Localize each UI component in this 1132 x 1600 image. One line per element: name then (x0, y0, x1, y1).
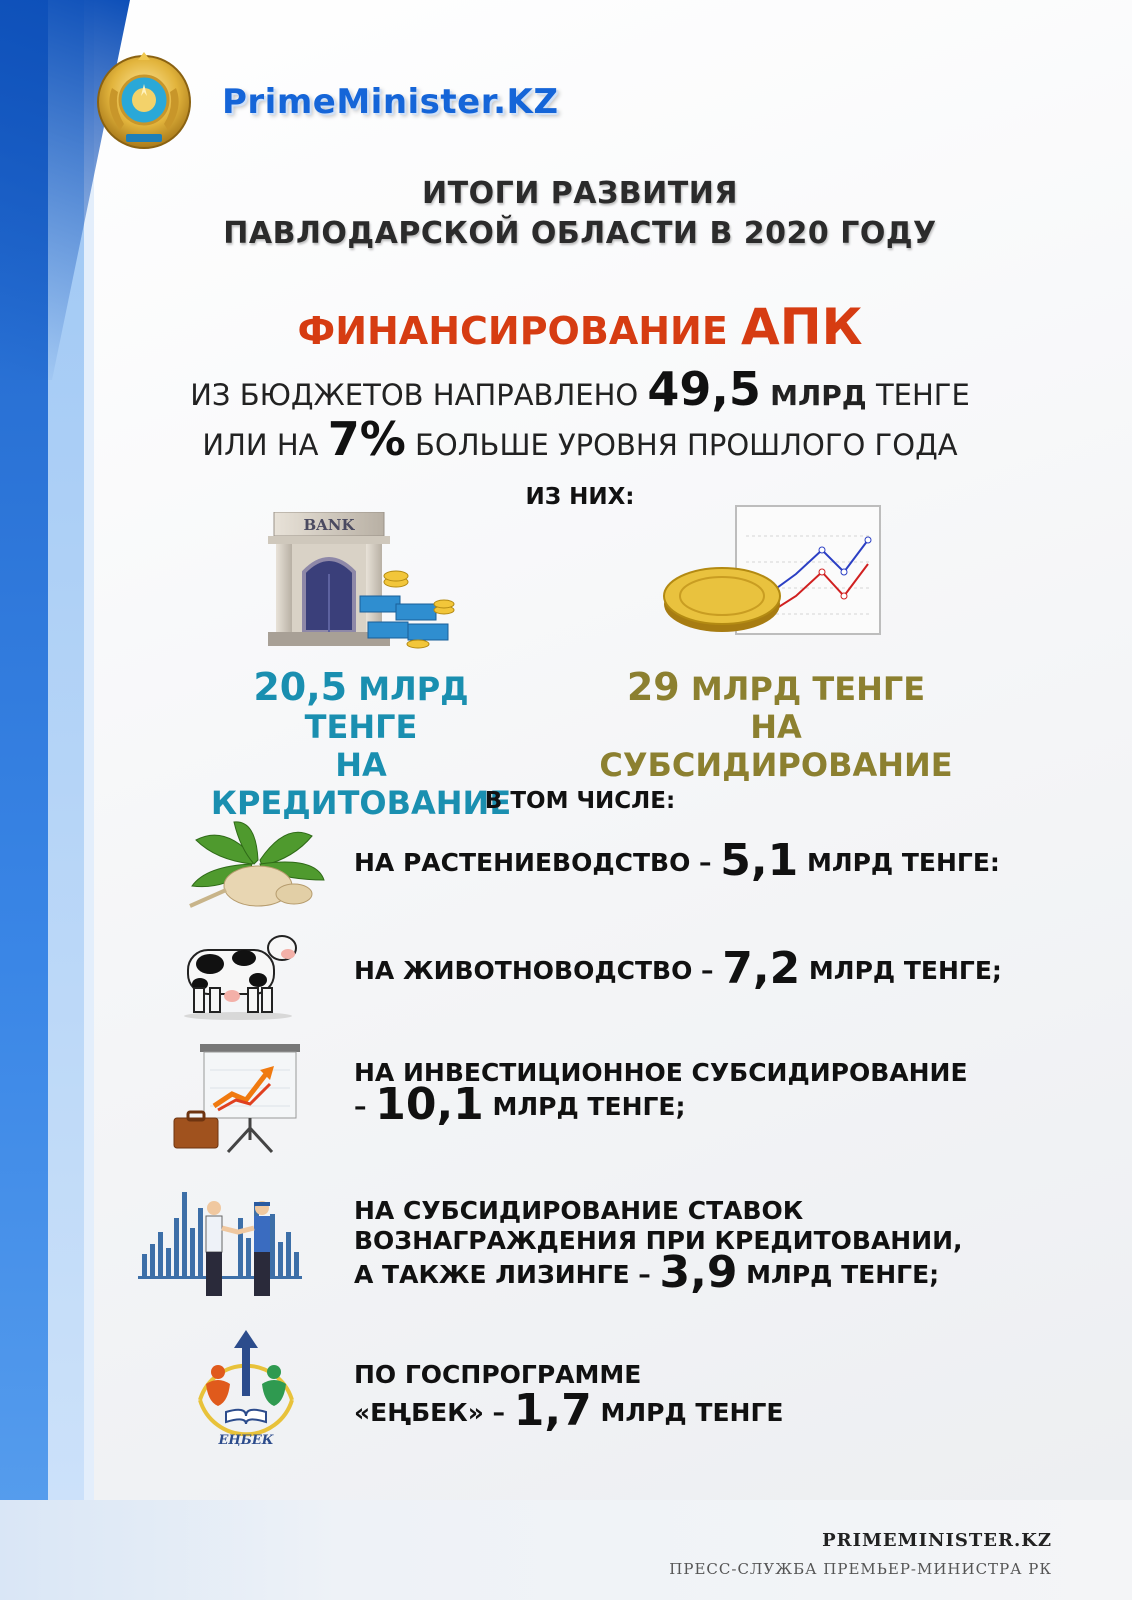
credit-fund-unit: МЛРД ТЕНГЕ (304, 670, 469, 746)
item-crop-text: НА РАСТЕНИЕВОДСТВО – (354, 848, 712, 877)
page-title-line2: ПАВЛОДАРСКОЙ ОБЛАСТИ В 2020 ГОДУ (223, 216, 937, 251)
lead-line2-value: 7% (327, 412, 406, 466)
cow-icon (178, 924, 302, 1020)
item-enbek-text2: «ЕҢБЕК» – (354, 1398, 506, 1427)
item-livestock (354, 943, 1002, 994)
lead-line2 (0, 412, 1132, 466)
item-crop (354, 835, 1000, 886)
item-investment-line2 (354, 1079, 968, 1130)
subsidy-fund-unit: МЛРД ТЕНГЕ (690, 670, 926, 708)
item-interest-text3: А ТАКЖЕ ЛИЗИНГЕ – (354, 1260, 651, 1289)
item-investment-text1: НА ИНВЕСТИЦИОННОЕ СУБСИДИРОВАНИЕ (354, 1058, 968, 1087)
state-emblem-icon (94, 48, 194, 160)
coin-chart-icon (662, 500, 884, 648)
section-heading-big: АПК (741, 298, 863, 356)
subsidy-fund-label: НА СУБСИДИРОВАНИЕ (599, 708, 953, 784)
sugar-beet-icon (186, 820, 326, 912)
subsidy-fund-line1 (586, 665, 966, 709)
item-enbek-value: 1,7 (513, 1385, 592, 1436)
item-crop-value: 5,1 (720, 835, 799, 886)
item-livestock-value: 7,2 (722, 943, 801, 994)
item-investment-dash: – (354, 1092, 367, 1121)
lead-line2-suffix: БОЛЬШЕ УРОВНЯ ПРОШЛОГО ГОДА (415, 428, 958, 462)
credit-fund-line1 (196, 665, 526, 746)
bank-sign: BANK (303, 516, 355, 534)
bank-icon (268, 512, 458, 652)
item-investment (354, 1058, 968, 1130)
page-title-line1: ИТОГИ РАЗВИТИЯ (422, 176, 738, 211)
item-enbek-unit: МЛРД ТЕНГЕ (600, 1398, 784, 1427)
brand-title: PrimeMinister.KZ (222, 82, 559, 122)
subsidy-fund (586, 665, 966, 784)
item-investment-unit: МЛРД ТЕНГЕ; (492, 1092, 686, 1121)
item-interest-subsidy (354, 1196, 963, 1298)
item-crop-unit: МЛРД ТЕНГЕ: (806, 848, 1000, 877)
item-interest-text1: НА СУБСИДИРОВАНИЕ СТАВОК (354, 1196, 804, 1225)
item-interest-unit: МЛРД ТЕНГЕ; (746, 1260, 940, 1289)
footer-site: PRIMEMINISTER.KZ (822, 1530, 1052, 1551)
credit-fund-label: НА КРЕДИТОВАНИЕ (210, 746, 512, 822)
presentation-growth-icon (170, 1044, 302, 1154)
item-investment-value: 10,1 (375, 1079, 484, 1130)
item-enbek-text1: ПО ГОСПРОГРАММЕ (354, 1360, 642, 1389)
lead-line1-prefix: ИЗ БЮДЖЕТОВ НАПРАВЛЕНО (190, 378, 639, 412)
lead-line1-unit: МЛРД (770, 379, 867, 412)
lead-line1 (0, 362, 1132, 416)
item-enbek (354, 1360, 784, 1436)
item-interest-value: 3,9 (659, 1247, 738, 1298)
of-them-label: ИЗ НИХ: (525, 484, 635, 510)
section-heading (0, 298, 1132, 356)
lead-line1-value: 49,5 (647, 362, 761, 416)
item-interest-text2: ВОЗНАГРАЖДЕНИЯ ПРИ КРЕДИТОВАНИИ, (354, 1226, 963, 1255)
enbek-logo-text: ЕҢБЕК (218, 1433, 274, 1448)
subsidy-fund-value: 29 (626, 665, 680, 709)
item-livestock-text: НА ЖИВОТНОВОДСТВО – (354, 956, 714, 985)
item-interest-line3 (354, 1247, 963, 1298)
lead-line2-prefix: ИЛИ НА (202, 428, 319, 462)
item-livestock-unit: МЛРД ТЕНГЕ; (808, 956, 1002, 985)
handshake-chart-icon (138, 1188, 302, 1300)
lead-line1-suffix: ТЕНГЕ (875, 378, 970, 412)
including-label: В ТОМ ЧИСЛЕ: (484, 788, 676, 814)
section-heading-prefix: ФИНАНСИРОВАНИЕ (297, 309, 728, 353)
footer-press: ПРЕСС-СЛУЖБА ПРЕМЬЕР-МИНИСТРА РК (669, 1560, 1052, 1578)
credit-fund-value: 20,5 (253, 665, 348, 709)
enbek-logo-icon (188, 1326, 304, 1450)
item-enbek-line2 (354, 1385, 784, 1436)
